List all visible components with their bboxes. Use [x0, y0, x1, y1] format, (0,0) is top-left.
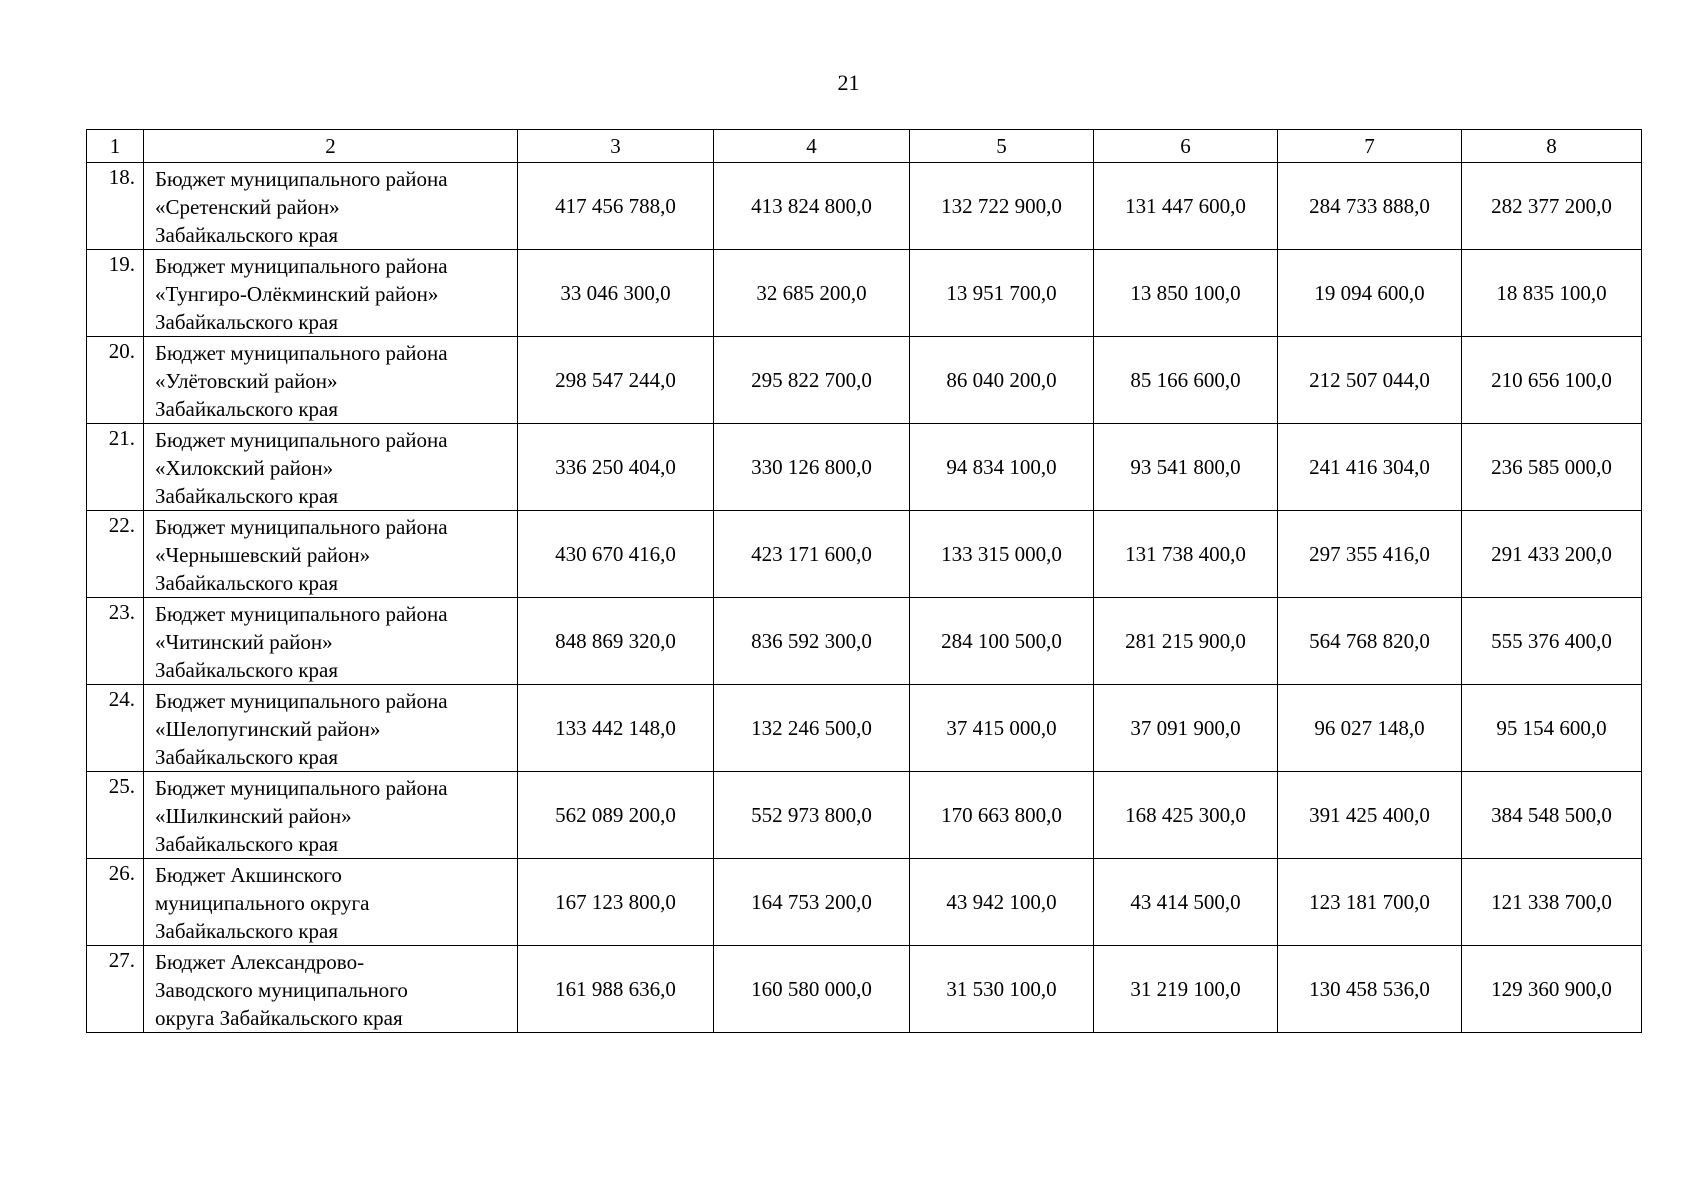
table-row [87, 250, 1642, 337]
budget-name: Бюджет Акшинского муниципального округа Забайкальского края [144, 859, 518, 946]
value-cell: 241 416 304,0 [1278, 424, 1462, 511]
value-cell: 129 360 900,0 [1462, 946, 1642, 1033]
table-row [87, 163, 1642, 250]
value-cell: 85 166 600,0 [1094, 337, 1278, 424]
column-header: 8 [1462, 130, 1642, 163]
value-cell: 552 973 800,0 [714, 772, 910, 859]
budget-name: Бюджет муниципального района «Шелопугинский район» Забайкальского края [144, 685, 518, 772]
value-cell: 37 415 000,0 [910, 685, 1094, 772]
column-header: 5 [910, 130, 1094, 163]
value-cell: 13 951 700,0 [910, 250, 1094, 337]
budget-name: Бюджет муниципального района «Хилокский район» Забайкальского края [144, 424, 518, 511]
value-cell: 164 753 200,0 [714, 859, 910, 946]
value-cell: 132 722 900,0 [910, 163, 1094, 250]
value-cell: 131 447 600,0 [1094, 163, 1278, 250]
value-cell: 133 442 148,0 [518, 685, 714, 772]
budget-table [86, 129, 1642, 1033]
value-cell: 43 414 500,0 [1094, 859, 1278, 946]
value-cell: 281 215 900,0 [1094, 598, 1278, 685]
table-row [87, 946, 1642, 1033]
value-cell: 131 738 400,0 [1094, 511, 1278, 598]
value-cell: 295 822 700,0 [714, 337, 910, 424]
value-cell: 836 592 300,0 [714, 598, 910, 685]
value-cell: 32 685 200,0 [714, 250, 910, 337]
value-cell: 130 458 536,0 [1278, 946, 1462, 1033]
value-cell: 132 246 500,0 [714, 685, 910, 772]
budget-name: Бюджет муниципального района «Сретенский район» Забайкальского края [144, 163, 518, 250]
table-body [87, 163, 1642, 1033]
header-row [87, 130, 1642, 163]
value-cell: 423 171 600,0 [714, 511, 910, 598]
row-number: 23. [87, 598, 144, 685]
table-row [87, 337, 1642, 424]
value-cell: 562 089 200,0 [518, 772, 714, 859]
row-number: 26. [87, 859, 144, 946]
table-header [87, 130, 1642, 163]
value-cell: 94 834 100,0 [910, 424, 1094, 511]
table-row [87, 772, 1642, 859]
row-number: 27. [87, 946, 144, 1033]
value-cell: 161 988 636,0 [518, 946, 714, 1033]
row-number: 25. [87, 772, 144, 859]
value-cell: 413 824 800,0 [714, 163, 910, 250]
page-number: 21 [837, 70, 860, 95]
value-cell: 123 181 700,0 [1278, 859, 1462, 946]
column-header: 1 [87, 130, 144, 163]
value-cell: 417 456 788,0 [518, 163, 714, 250]
value-cell: 430 670 416,0 [518, 511, 714, 598]
column-header: 2 [144, 130, 518, 163]
value-cell: 168 425 300,0 [1094, 772, 1278, 859]
table-row [87, 685, 1642, 772]
value-cell: 391 425 400,0 [1278, 772, 1462, 859]
row-number: 18. [87, 163, 144, 250]
value-cell: 555 376 400,0 [1462, 598, 1642, 685]
table-row [87, 859, 1642, 946]
value-cell: 133 315 000,0 [910, 511, 1094, 598]
budget-name: Бюджет Александрово- Заводского муниципального округа Забайкальского края [144, 946, 518, 1033]
value-cell: 282 377 200,0 [1462, 163, 1642, 250]
row-number: 21. [87, 424, 144, 511]
row-number: 19. [87, 250, 144, 337]
table-row [87, 424, 1642, 511]
value-cell: 167 123 800,0 [518, 859, 714, 946]
value-cell: 330 126 800,0 [714, 424, 910, 511]
value-cell: 93 541 800,0 [1094, 424, 1278, 511]
table-row [87, 598, 1642, 685]
budget-name: Бюджет муниципального района «Читинский район» Забайкальского края [144, 598, 518, 685]
value-cell: 31 530 100,0 [910, 946, 1094, 1033]
budget-name: Бюджет муниципального района «Тунгиро-Олёкминский район» Забайкальского края [144, 250, 518, 337]
column-header: 7 [1278, 130, 1462, 163]
value-cell: 210 656 100,0 [1462, 337, 1642, 424]
value-cell: 86 040 200,0 [910, 337, 1094, 424]
value-cell: 160 580 000,0 [714, 946, 910, 1033]
value-cell: 291 433 200,0 [1462, 511, 1642, 598]
value-cell: 31 219 100,0 [1094, 946, 1278, 1033]
value-cell: 43 942 100,0 [910, 859, 1094, 946]
value-cell: 384 548 500,0 [1462, 772, 1642, 859]
value-cell: 284 100 500,0 [910, 598, 1094, 685]
value-cell: 298 547 244,0 [518, 337, 714, 424]
value-cell: 37 091 900,0 [1094, 685, 1278, 772]
value-cell: 212 507 044,0 [1278, 337, 1462, 424]
row-number: 20. [87, 337, 144, 424]
value-cell: 96 027 148,0 [1278, 685, 1462, 772]
row-number: 22. [87, 511, 144, 598]
value-cell: 284 733 888,0 [1278, 163, 1462, 250]
column-header: 6 [1094, 130, 1278, 163]
value-cell: 236 585 000,0 [1462, 424, 1642, 511]
value-cell: 170 663 800,0 [910, 772, 1094, 859]
budget-name: Бюджет муниципального района «Шилкинский район» Забайкальского края [144, 772, 518, 859]
value-cell: 564 768 820,0 [1278, 598, 1462, 685]
value-cell: 13 850 100,0 [1094, 250, 1278, 337]
value-cell: 297 355 416,0 [1278, 511, 1462, 598]
value-cell: 18 835 100,0 [1462, 250, 1642, 337]
column-header: 4 [714, 130, 910, 163]
column-header: 3 [518, 130, 714, 163]
value-cell: 121 338 700,0 [1462, 859, 1642, 946]
row-number: 24. [87, 685, 144, 772]
budget-name: Бюджет муниципального района «Чернышевский район» Забайкальского края [144, 511, 518, 598]
table-row [87, 511, 1642, 598]
value-cell: 336 250 404,0 [518, 424, 714, 511]
budget-name: Бюджет муниципального района «Улётовский район» Забайкальского края [144, 337, 518, 424]
value-cell: 95 154 600,0 [1462, 685, 1642, 772]
value-cell: 33 046 300,0 [518, 250, 714, 337]
value-cell: 848 869 320,0 [518, 598, 714, 685]
value-cell: 19 094 600,0 [1278, 250, 1462, 337]
